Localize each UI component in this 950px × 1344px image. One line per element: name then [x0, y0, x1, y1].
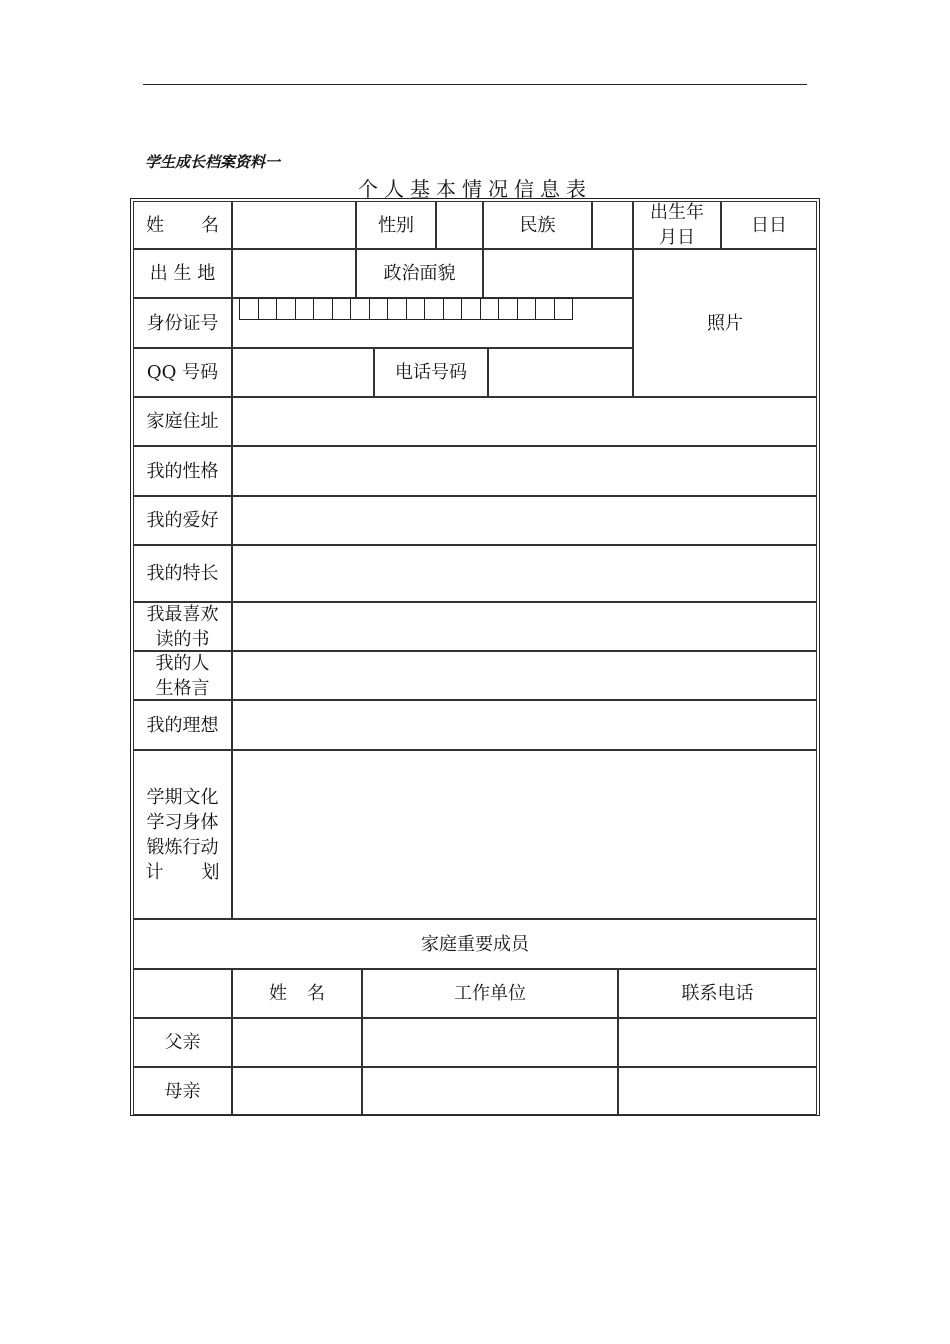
mother-workplace-field[interactable]	[362, 1067, 618, 1115]
birthplace-field[interactable]	[232, 249, 356, 298]
political-status-label: 政治面貌	[356, 249, 483, 298]
id-number-box[interactable]	[369, 298, 389, 320]
plan-label-line2: 学习身体	[146, 811, 219, 833]
father-name-field[interactable]	[232, 1018, 362, 1067]
page-title: 个人基本情况信息表	[358, 177, 592, 201]
header-label: 学生成长档案资料一	[145, 153, 281, 171]
family-header-blank	[133, 969, 232, 1018]
info-form	[130, 198, 820, 1116]
personality-field[interactable]	[232, 446, 817, 496]
hobbies-field[interactable]	[232, 496, 817, 545]
id-number-label: 身份证号	[133, 298, 232, 348]
id-number-box[interactable]	[313, 298, 333, 320]
family-col-phone: 联系电话	[618, 969, 817, 1018]
family-col-name-part1: 姓	[269, 983, 287, 1004]
talents-field[interactable]	[232, 545, 817, 602]
mother-phone-field[interactable]	[618, 1067, 817, 1115]
plan-label-line4	[146, 860, 220, 885]
id-number-box[interactable]	[406, 298, 426, 320]
mother-name-field[interactable]	[232, 1067, 362, 1115]
gender-field[interactable]	[436, 201, 483, 249]
address-label: 家庭住址	[133, 397, 232, 446]
favorite-book-label-line1: 我最喜欢	[146, 603, 219, 625]
plan-label-line3: 锻炼行动	[146, 836, 219, 858]
id-number-box[interactable]	[350, 298, 370, 320]
id-number-box[interactable]	[332, 298, 352, 320]
id-number-box[interactable]	[276, 298, 296, 320]
favorite-book-label	[133, 602, 232, 651]
birthplace-label: 出 生 地	[133, 249, 232, 298]
hobbies-label: 我的爱好	[133, 496, 232, 545]
plan-label-line4-part2: 划	[201, 861, 220, 883]
motto-label-line2: 生格言	[155, 677, 210, 699]
birth-date-label-line1: 出生年	[650, 202, 704, 223]
father-workplace-field[interactable]	[362, 1018, 618, 1067]
father-phone-field[interactable]	[618, 1018, 817, 1067]
name-label-part1: 姓	[146, 214, 164, 236]
address-field[interactable]	[232, 397, 817, 446]
personality-label: 我的性格	[133, 446, 232, 496]
name-label	[133, 201, 232, 249]
top-rule	[143, 84, 807, 85]
motto-label	[133, 651, 232, 700]
qq-field[interactable]	[232, 348, 374, 397]
id-number-box[interactable]	[295, 298, 315, 320]
id-number-box[interactable]	[535, 298, 555, 320]
birth-date-label-line2: 月日	[659, 227, 695, 248]
plan-label-line4-part1: 计	[145, 861, 164, 883]
plan-label-line1: 学期文化	[146, 786, 219, 808]
phone-label: 电话号码	[374, 348, 488, 397]
motto-field[interactable]	[232, 651, 817, 700]
family-col-name	[232, 969, 362, 1018]
id-number-box[interactable]	[480, 298, 500, 320]
id-number-box[interactable]	[461, 298, 481, 320]
id-number-box[interactable]	[387, 298, 407, 320]
id-number-box[interactable]	[239, 298, 259, 320]
id-number-box[interactable]	[517, 298, 537, 320]
id-number-box[interactable]	[424, 298, 444, 320]
id-number-box[interactable]	[554, 298, 574, 320]
ideal-field[interactable]	[232, 700, 817, 750]
family-section-title: 家庭重要成员	[133, 919, 817, 969]
motto-label-line1: 我的人	[155, 652, 210, 674]
father-label: 父亲	[133, 1018, 232, 1067]
family-col-workplace: 工作单位	[362, 969, 618, 1018]
ethnicity-label: 民族	[483, 201, 592, 249]
plan-field[interactable]	[232, 750, 817, 919]
plan-label	[133, 750, 232, 919]
family-col-name-part2: 名	[307, 983, 325, 1004]
id-number-box[interactable]	[443, 298, 463, 320]
id-number-box[interactable]	[498, 298, 518, 320]
id-number-box[interactable]	[258, 298, 278, 320]
name-field[interactable]	[232, 201, 356, 249]
mother-label: 母亲	[133, 1067, 232, 1115]
qq-label: QQ 号码	[133, 348, 232, 397]
gender-label: 性别	[356, 201, 436, 249]
name-label-part2: 名	[201, 214, 219, 236]
political-status-field[interactable]	[483, 249, 633, 298]
phone-field[interactable]	[488, 348, 633, 397]
ideal-label: 我的理想	[133, 700, 232, 750]
talents-label: 我的特长	[133, 545, 232, 602]
photo-box[interactable]: 照片	[633, 249, 817, 397]
favorite-book-field[interactable]	[232, 602, 817, 651]
birth-date-field[interactable]: 日日	[721, 201, 817, 249]
id-number-grid	[239, 298, 572, 320]
birth-date-label	[633, 201, 721, 249]
favorite-book-label-line2: 读的书	[155, 628, 210, 650]
ethnicity-field[interactable]	[592, 201, 633, 249]
